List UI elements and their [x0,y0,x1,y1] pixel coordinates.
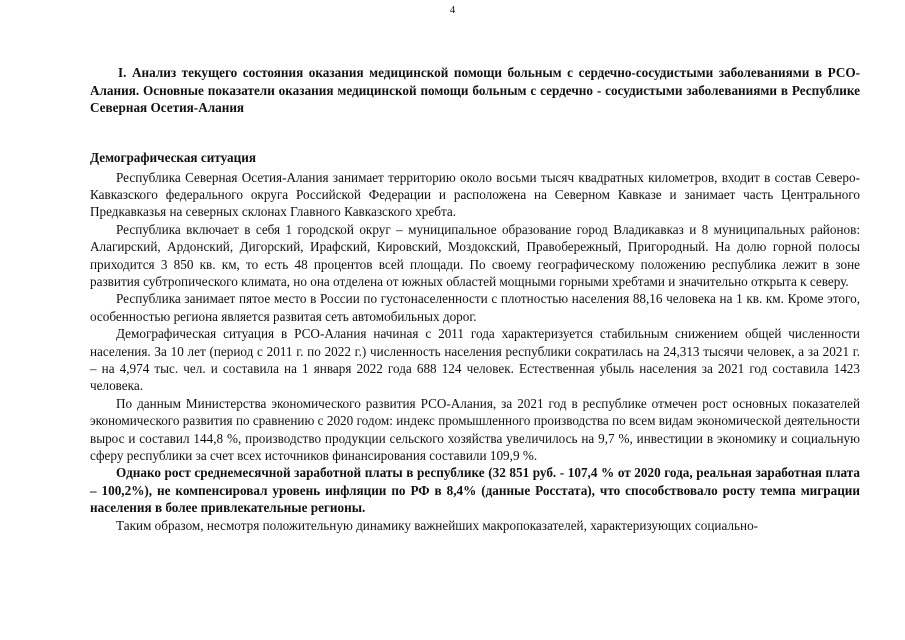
paragraph-density: Республика занимает пятое место в России по густонаселенности с плотностью населения 88,16 человека на 1 кв. км. Кроме этого, особенностью региона является развитая сеть автомобильных дорог. [90,291,860,324]
document-body [90,64,860,534]
paragraph-wages: Однако рост среднемесячной заработной платы в республике (32 851 руб. - 107,4 % от 2020 года, реальная заработная плата – 100,2%), не компенсировал уровень инфляции по РФ в 8,4% (данные Росстата), что способствовало росту темпа миграции населения в более привлекательные регионы. [90,465,860,516]
paragraph-population: Демографическая ситуация в РСО-Алания начиная с 2011 года характеризуется стабильным снижением общей численности населения. За 10 лет (период с 2011 г. по 2022 г.) численность населения республики сократилась на 24,313 тысячи человек, а за 2021 г. – на 4,974 тыс. чел. и составила на 1 января 2022 года 688 124 человек. Естественная убыль населения за 2021 год составила 1423 человека. [90,326,860,394]
paragraph-economy: По данным Министерства экономического развития РСО-Алания, за 2021 год в республике отмечен рост основных показателей экономического развития по сравнению с 2020 годом: индекс промышленного производства по всем видам экономической деятельности вырос и составил 144,8 %, производство продукции сельского хозяйства увеличилось на 9,7 %, инвестиции в экономику и социальную сферу республики за счет всех источников финансирования составили 109,9 %. [90,395,860,463]
paragraph-territory: Республика Северная Осетия-Алания занимает территорию около восьми тысяч квадратных километров, входит в состав Северо-Кавказского федерального округа Российской Федерации и расположена на Северном Кавказе и занимает часть Центрального Предкавказья на северных склонах Главного Кавказского хребта. [90,169,860,220]
section-heading: I. Анализ текущего состояния оказания медицинской помощи больным с сердечно-сосудистыми заболеваниями в РСО-Алания. Основные показатели оказания медицинской помощи больным с сердечно - сосудистыми заболеваниями в Республике Северная Осетия-Алания [90,65,860,115]
section-subheading: Демографическая ситуация [90,149,256,165]
paragraph-districts: Республика включает в себя 1 городской округ – муниципальное образование город Владикавказ и 8 муниципальных районов: Алагирский, Ардонский, Дигорский, Ирафский, Кировский, Моздокский, Правобережный, Пригородный. На долю горной полосы приходится 3 850 кв. км, то есть 48 процентов всей площади. По своему географическому положению республика лежит в зоне развития субтропического климата, но она отделена от южных областей мощными горными хребтами и значительно открыта к северу. [90,221,860,289]
paragraph-conclusion: Таким образом, несмотря положительную динамику важнейших макропоказателей, характеризующих социально- [116,517,759,533]
page-number: 4 [449,4,456,16]
